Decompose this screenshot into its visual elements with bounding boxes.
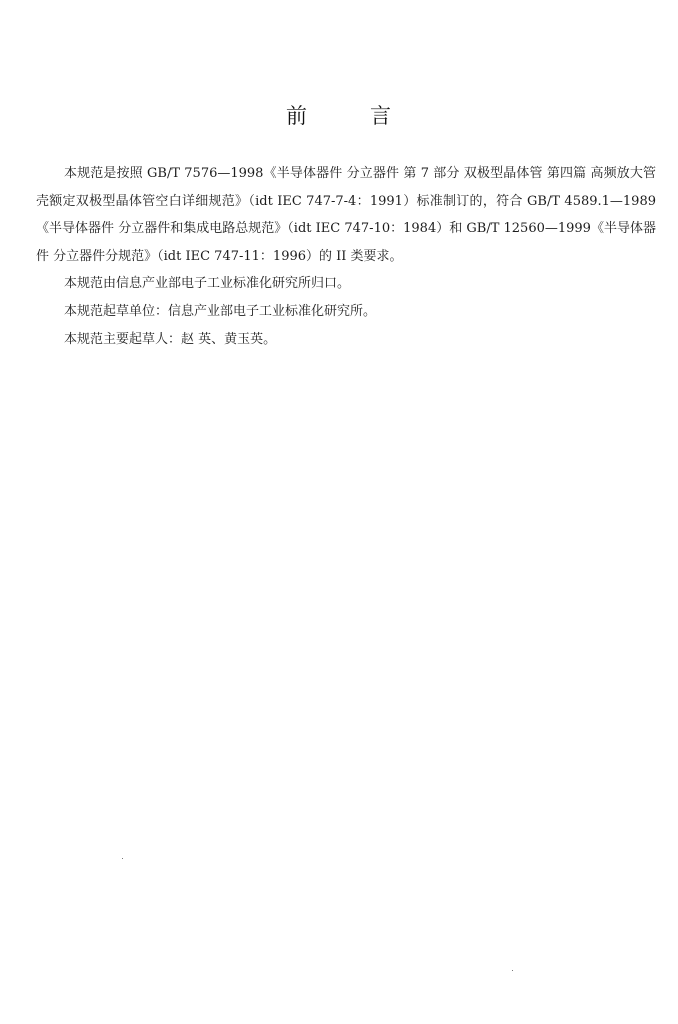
- scan-speck: [122, 858, 123, 859]
- foreword-body: [36, 160, 656, 353]
- title-char-right: 言: [370, 104, 392, 128]
- paragraph-drafters: 本规范主要起草人：赵 英、黄玉英。: [64, 331, 277, 347]
- page-title: [0, 100, 678, 130]
- paragraph-standard-basis: 本规范是按照 GB/T 7576—1998《半导体器件 分立器件 第 7 部分 双极型晶体管 第四篇 高频放大管壳额定双极型晶体管空白详细规范》（idt IEC 747-7-4：1991）标准制订的，符合 GB/T 4589.1—1989《半导体器件 分立器件和集成电路总规范》（idt IEC 747-10：1984）和 GB/T 12560—1999《半导体器件 分立器件分规范》（idt IEC 747-11：1996）的 II 类要求。: [36, 166, 656, 264]
- scan-speck: [512, 970, 513, 971]
- paragraph-responsible-unit: 本规范由信息产业部电子工业标准化研究所归口。: [64, 276, 351, 292]
- paragraph-drafting-unit: 本规范起草单位：信息产业部电子工业标准化研究所。: [64, 303, 377, 319]
- title-char-left: 前: [286, 104, 308, 128]
